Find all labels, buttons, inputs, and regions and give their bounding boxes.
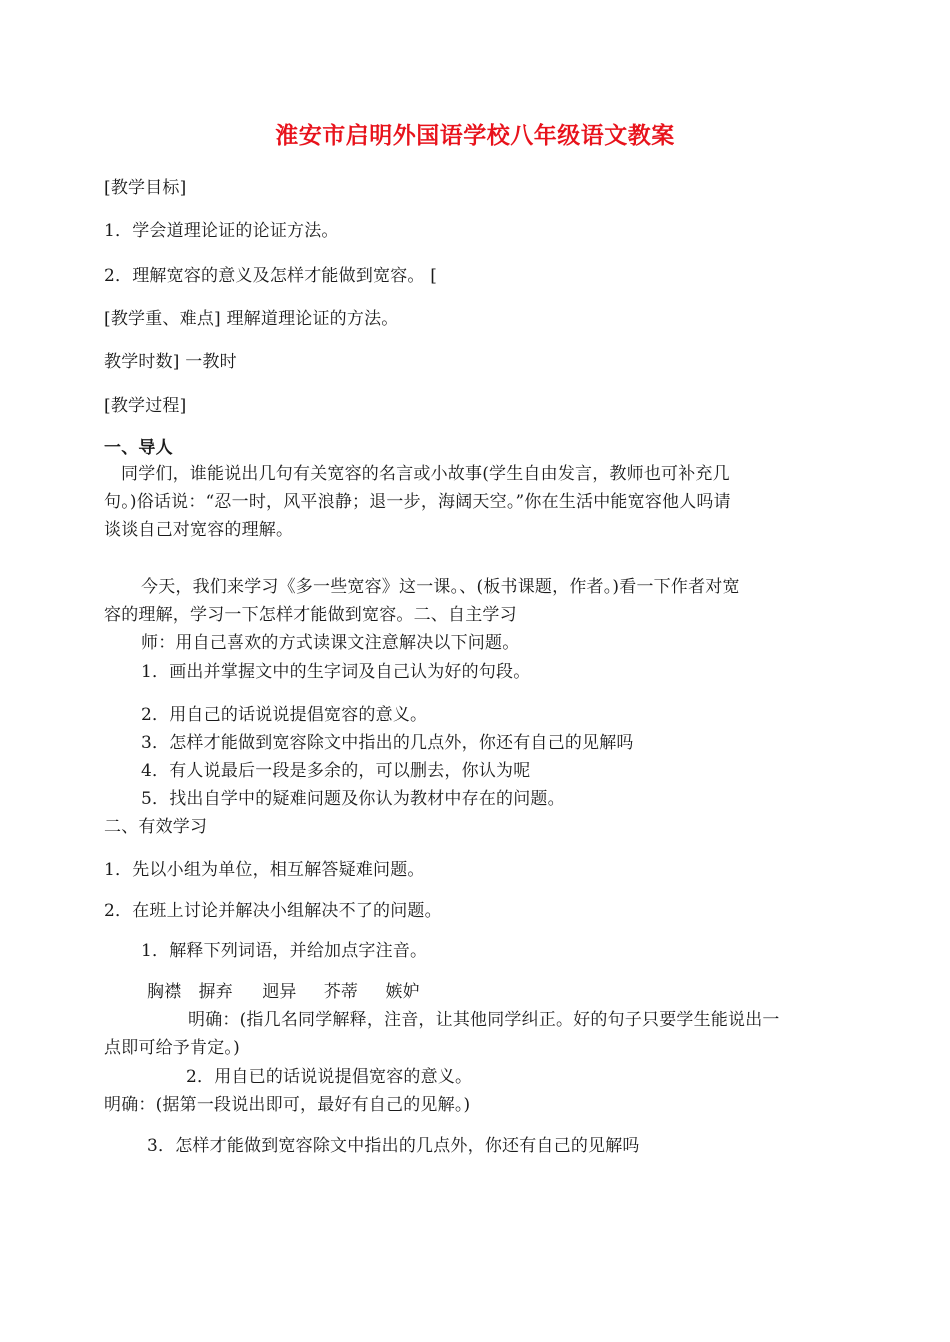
vocab-word: 胸襟 <box>147 982 182 1002</box>
task-4: 4．有人说最后一段是多余的，可以删去，你认为呢 <box>141 761 531 781</box>
section-1-heading: 一、导人 <box>104 438 173 458</box>
vocab-word: 摒弃 <box>198 982 234 1002</box>
answer-2: 明确：(据第一段说出即可，最好有自己的见解。) <box>104 1095 471 1115</box>
today-line-1: 今天，我们来学习《多一些宽容》这一课。、(板书课题，作者。)看一下作者对宽 <box>141 577 740 597</box>
effective-1: 1．先以小组为单位，相互解答疑难问题。 <box>104 860 425 880</box>
teacher-prompt: 师：用自己喜欢的方式读课文注意解决以下问题。 <box>141 633 520 653</box>
task-5: 5．找出自学中的疑难问题及你认为教材中存在的问题。 <box>141 789 565 809</box>
objective-1: 1．学会道理论证的论证方法。 <box>104 221 339 241</box>
effective-2: 2．在班上讨论并解决小组解决不了的问题。 <box>104 901 442 921</box>
document-title: 淮安市启明外国语学校八年级语文教案 <box>275 122 675 149</box>
task-1: 1．画出并掌握文中的生字词及自己认为好的句段。 <box>141 662 531 682</box>
vocab-word: 嫉妒 <box>385 982 420 1002</box>
question-1: 1．解释下列词语，并给加点字注音。 <box>141 941 428 961</box>
vocab-word: 迥异 <box>262 982 297 1002</box>
question-2: 2．用自已的话说说提倡宽容的意义。 <box>186 1067 473 1087</box>
answer-1-line-1: 明确：(指几名同学解释，注音，让其他同学纠正。好的句子只要学生能说出一 <box>188 1010 780 1030</box>
process-heading: [教学过程] <box>104 396 187 416</box>
task-2: 2．用自己的话说说提倡宽容的意义。 <box>141 705 428 725</box>
objectives-heading: [教学目标] <box>104 178 187 198</box>
task-3: 3．怎样才能做到宽容除文中指出的几点外，你还有自己的见解吗 <box>141 733 634 753</box>
teaching-hours: 教学时数] 一教时 <box>104 352 237 372</box>
section-2-heading: 二、有效学习 <box>104 817 208 837</box>
vocab-word: 芥蒂 <box>323 982 359 1002</box>
question-3: 3．怎样才能做到宽容除文中指出的几点外，你还有自己的见解吗 <box>147 1136 640 1156</box>
today-line-2: 容的理解，学习一下怎样才能做到宽容。二、自主学习 <box>104 605 517 625</box>
answer-1-line-2: 点即可给予肯定。) <box>104 1038 240 1058</box>
intro-line-3: 谈谈自己对宽容的理解。 <box>104 520 294 540</box>
intro-line-1: 同学们，谁能说出几句有关宽容的名言或小故事(学生自由发言，教师也可补充几 <box>121 464 730 484</box>
intro-line-2: 句。)俗话说：“忍一时，风平浪静；退一步，海阔天空。”你在生活中能宽容他人吗请 <box>104 492 731 512</box>
vocabulary-list <box>147 981 420 1003</box>
key-points: [教学重、难点] 理解道理论证的方法。 <box>104 309 399 329</box>
objective-2: 2．理解宽容的意义及怎样才能做到宽容。 [ <box>104 266 438 286</box>
